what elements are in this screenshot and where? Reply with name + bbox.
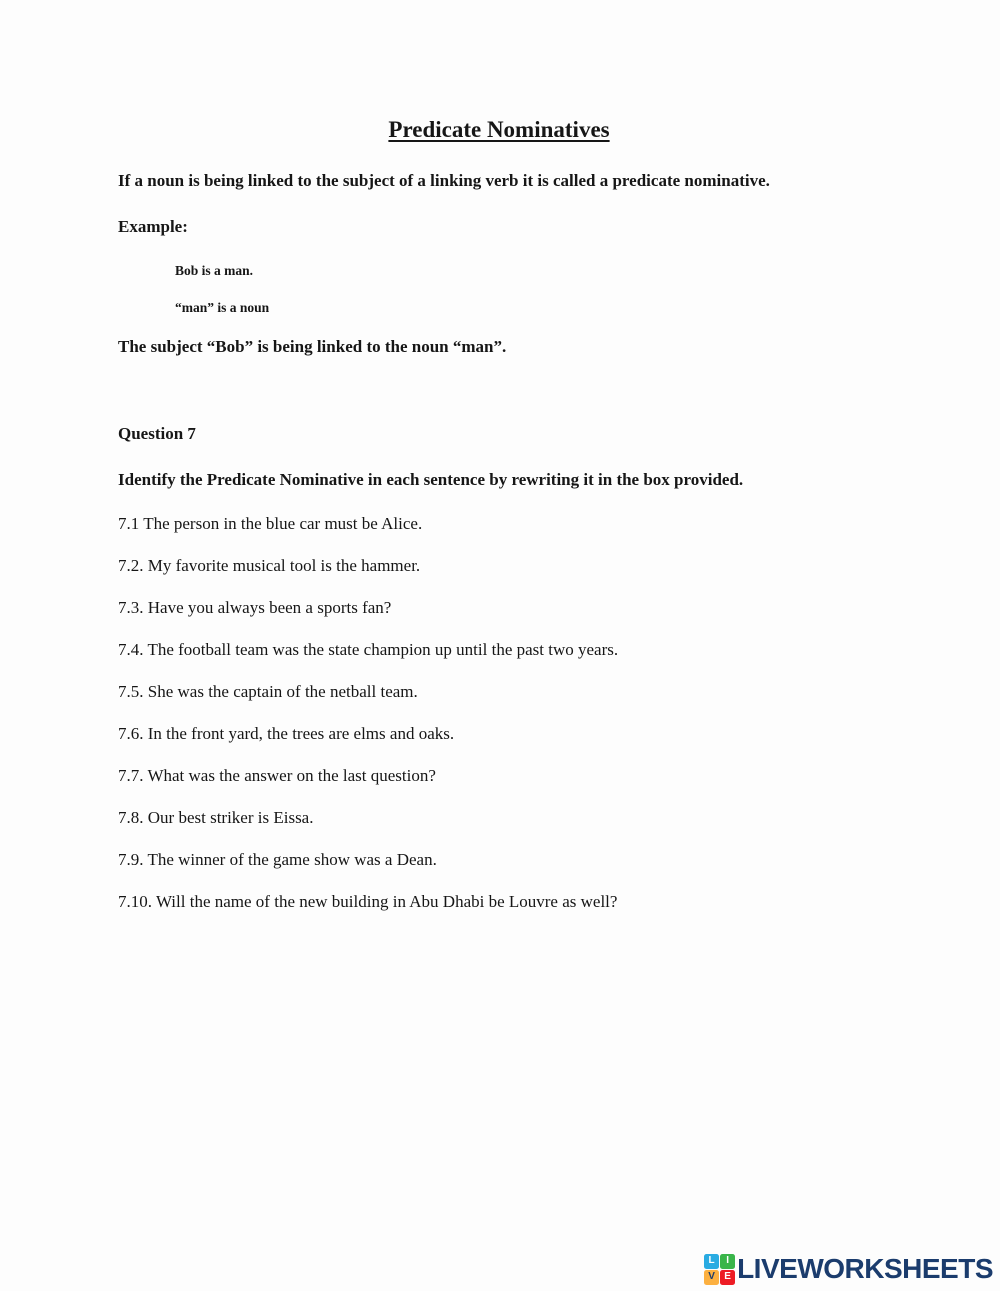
question-list bbox=[118, 515, 880, 911]
logo-letter-v: V bbox=[704, 1270, 719, 1285]
instructions-text: Identify the Predicate Nominative in each sentence by rewriting it in the box provided. bbox=[118, 470, 744, 489]
question-item-7-5: 7.5. She was the captain of the netball team. bbox=[118, 682, 418, 701]
example-note: The subject “Bob” is being linked to the noun “man”. bbox=[118, 337, 507, 356]
logo-letter-i: I bbox=[720, 1254, 735, 1269]
question-item-7-3: 7.3. Have you always been a sports fan? bbox=[118, 598, 392, 617]
question-item-7-1: 7.1 The person in the blue car must be Alice. bbox=[118, 514, 423, 533]
liveworksheets-wordmark: LIVEWORKSHEETS bbox=[737, 1253, 993, 1284]
question-item-7-4: 7.4. The football team was the state champion up until the past two years. bbox=[118, 640, 619, 659]
logo-letter-e: E bbox=[720, 1270, 735, 1285]
example-explanation: “man” is a noun bbox=[175, 300, 270, 315]
example-sentence: Bob is a man. bbox=[175, 263, 254, 278]
question-item-7-9: 7.9. The winner of the game show was a Dean. bbox=[118, 850, 437, 869]
question-item-7-6: 7.6. In the front yard, the trees are elms and oaks. bbox=[118, 724, 455, 743]
logo-letter-l: L bbox=[704, 1254, 719, 1269]
liveworksheets-logo[interactable] bbox=[704, 1253, 993, 1285]
question-item-7-10: 7.10. Will the name of the new building in Abu Dhabi be Louvre as well? bbox=[118, 892, 618, 911]
question-item-7-2: 7.2. My favorite musical tool is the hammer. bbox=[118, 556, 421, 575]
question-heading: Question 7 bbox=[118, 424, 196, 443]
definition-text: If a noun is being linked to the subject of a linking verb it is called a predicate nominative. bbox=[118, 171, 770, 190]
page-title: Predicate Nominatives bbox=[388, 117, 610, 142]
question-item-7-7: 7.7. What was the answer on the last question? bbox=[118, 766, 436, 785]
liveworksheets-icon bbox=[704, 1254, 735, 1285]
example-label: Example: bbox=[118, 217, 188, 236]
question-item-7-8: 7.8. Our best striker is Eissa. bbox=[118, 808, 314, 827]
